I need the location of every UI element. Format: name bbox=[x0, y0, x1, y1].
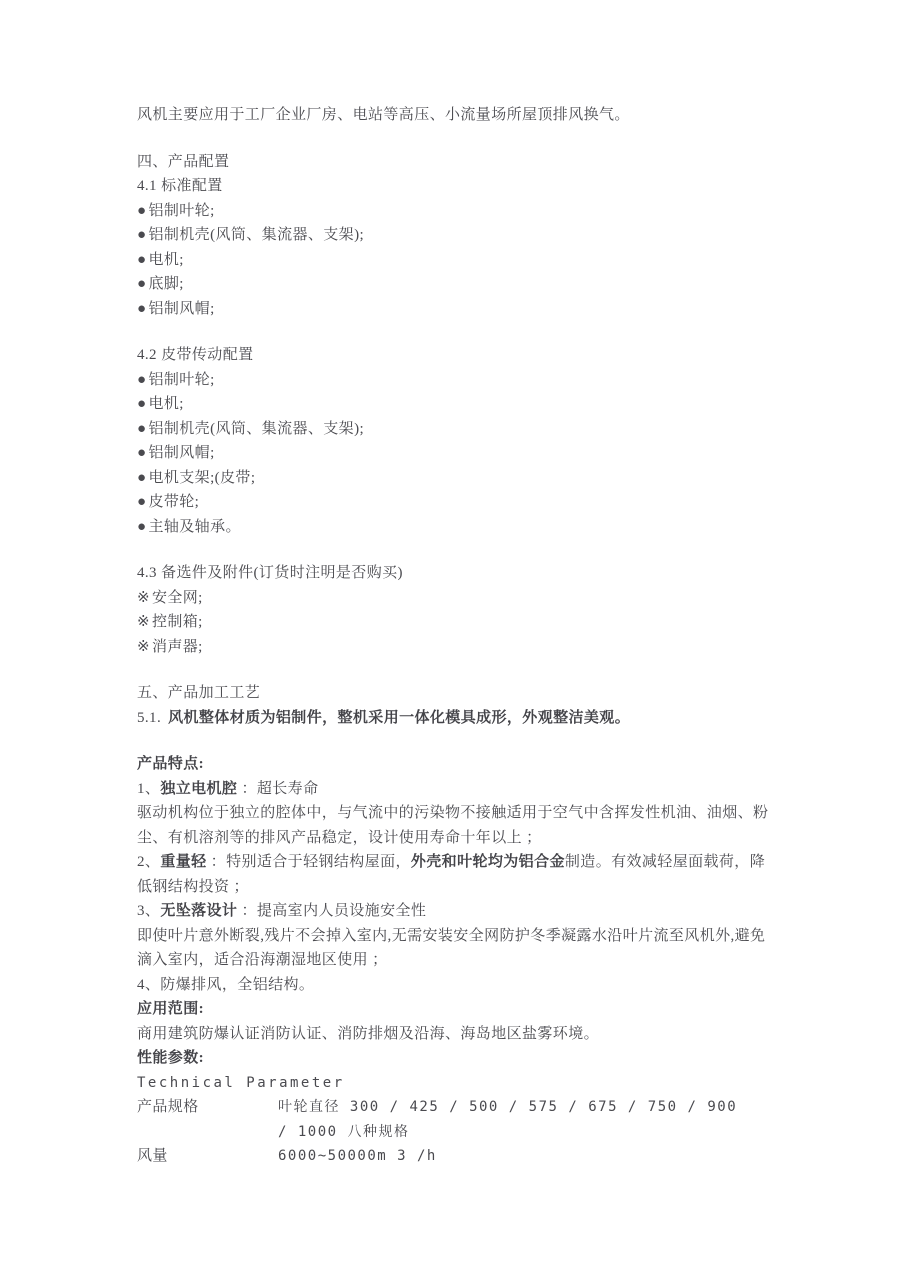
section-4-3-title: 4.3 备选件及附件(订货时注明是否购买) bbox=[137, 565, 403, 581]
list-item-text: 铝制风帽; bbox=[148, 300, 215, 317]
list-item bbox=[137, 368, 780, 393]
list-item-text: 铝制机壳(风筒、集流器、支架); bbox=[148, 420, 365, 437]
list-item-text: 安全网; bbox=[151, 589, 203, 606]
list-item bbox=[137, 199, 780, 224]
document-body bbox=[137, 103, 780, 1169]
feature-3-description: 即使叶片意外断裂,残片不会掉入室内,无需安装安全网防护冬季凝露水沿叶片流至风机外,避免滴入室内，适合沿海潮湿地区使用 ； bbox=[137, 927, 766, 968]
bullet-icon: ● bbox=[137, 420, 147, 437]
list-item bbox=[137, 441, 780, 466]
list-item bbox=[137, 248, 780, 273]
list-item bbox=[137, 417, 780, 442]
feature-3-title bbox=[137, 899, 780, 924]
bullet-icon: ● bbox=[137, 251, 147, 268]
list-item-text: 铝制叶轮; bbox=[148, 371, 215, 388]
list-item-text: 底脚; bbox=[148, 276, 184, 292]
bullet-icon: ● bbox=[137, 300, 147, 317]
section-4-title: 四、产品配置 bbox=[137, 153, 230, 170]
list-item-text: 电机; bbox=[148, 396, 184, 412]
list-item bbox=[137, 223, 780, 248]
list-item bbox=[137, 272, 780, 297]
list-item bbox=[137, 490, 780, 515]
feature-keyword: 外壳和叶轮均为铝合金 bbox=[410, 854, 565, 870]
feature-keyword: 无坠落设计 bbox=[160, 903, 238, 919]
feature-number: 1、 bbox=[137, 780, 161, 797]
feature-1-description: 驱动机构位于独立的腔体中，与气流中的污染物不接触适用于空气中含挥发性机油、油烟、粉尘、有机溶剂等的排风产品稳定，设计使用寿命十年以上 ； bbox=[137, 805, 769, 846]
bullet-icon: ● bbox=[137, 227, 147, 243]
feature-title-text: ：特别适合于轻钢结构屋面， bbox=[206, 854, 411, 870]
feature-title-text: ：超长寿命 bbox=[237, 780, 319, 797]
feature-number: 3、 bbox=[137, 903, 161, 919]
bullet-icon: ● bbox=[137, 396, 147, 412]
section-4-1-title: 4.1 标准配置 bbox=[137, 178, 223, 194]
parameter-value: 6000~50000m 3 /h bbox=[278, 1148, 437, 1164]
list-item-text: 消声器; bbox=[151, 638, 203, 655]
table-row bbox=[137, 1095, 780, 1144]
parameter-value: 叶轮直径 300 / 425 / 500 / 575 / 675 / 750 / 900 / 1000 八种规格 bbox=[278, 1099, 738, 1140]
performance-heading: 性能参数: bbox=[137, 1050, 204, 1066]
feature-1-title bbox=[137, 777, 780, 802]
performance-subheading: Technical Parameter bbox=[137, 1074, 345, 1091]
list-item-text: 主轴及轴承。 bbox=[148, 518, 241, 535]
list-item bbox=[137, 515, 780, 540]
list-item bbox=[137, 466, 780, 491]
optional-accessory-list bbox=[137, 586, 780, 660]
feature-keyword: 重量轻 bbox=[160, 854, 207, 870]
table-row bbox=[137, 1144, 780, 1169]
bullet-icon: ● bbox=[137, 276, 147, 292]
features-heading: 产品特点: bbox=[137, 756, 204, 772]
belt-config-list bbox=[137, 368, 780, 540]
feature-title-text: ：提高室内人员设施安全性 bbox=[237, 903, 427, 919]
clause-number: 5.1. bbox=[137, 709, 162, 726]
parameter-table bbox=[137, 1095, 780, 1169]
list-item bbox=[137, 297, 780, 322]
application-text: 商用建筑防爆认证消防认证、消防排烟及沿海、海岛地区盐雾环境。 bbox=[137, 1025, 600, 1042]
feature-4: 4、防爆排风，全铝结构。 bbox=[137, 976, 315, 993]
parameter-name: 风量 bbox=[137, 1148, 168, 1164]
standard-config-list bbox=[137, 199, 780, 322]
list-item bbox=[137, 635, 780, 660]
list-item-text: 铝制叶轮; bbox=[148, 202, 215, 219]
section-5-title: 五、产品加工工艺 bbox=[137, 685, 261, 701]
feature-2-title bbox=[137, 850, 780, 899]
bullet-icon: ● bbox=[137, 371, 147, 388]
list-item-text: 皮带轮; bbox=[148, 494, 200, 510]
list-item bbox=[137, 610, 780, 635]
feature-title-text: 制造。有效减轻屋面载荷，降低钢结构投资 ； bbox=[137, 854, 766, 895]
list-item bbox=[137, 392, 780, 417]
section-5-item bbox=[137, 706, 780, 731]
parameter-name: 产品规格 bbox=[137, 1099, 199, 1115]
list-item-text: 铝制机壳(风筒、集流器、支架); bbox=[148, 227, 365, 243]
list-item-text: 电机支架;(皮带; bbox=[148, 469, 256, 486]
intro-paragraph: 风机主要应用于工厂企业厂房、电站等高压、小流量场所屋顶排风换气。 bbox=[137, 107, 630, 123]
list-item bbox=[137, 586, 780, 611]
clause-text: 风机整体材质为铝制件，整机采用一体化模具成形，外观整洁美观。 bbox=[168, 709, 631, 726]
bullet-icon: ● bbox=[137, 518, 147, 535]
reference-mark-icon: ※ bbox=[137, 638, 150, 655]
reference-mark-icon: ※ bbox=[137, 614, 150, 630]
list-item-text: 电机; bbox=[148, 251, 184, 268]
feature-keyword: 独立电机腔 bbox=[160, 780, 238, 797]
list-item-text: 控制箱; bbox=[151, 614, 203, 630]
application-heading: 应用范围: bbox=[137, 1001, 204, 1017]
list-item-text: 铝制风帽; bbox=[148, 445, 215, 461]
bullet-icon: ● bbox=[137, 469, 147, 486]
reference-mark-icon: ※ bbox=[137, 589, 150, 606]
bullet-icon: ● bbox=[137, 494, 147, 510]
bullet-icon: ● bbox=[137, 202, 147, 219]
section-4-2-title: 4.2 皮带传动配置 bbox=[137, 347, 254, 363]
bullet-icon: ● bbox=[137, 445, 147, 461]
feature-number: 2、 bbox=[137, 854, 161, 870]
